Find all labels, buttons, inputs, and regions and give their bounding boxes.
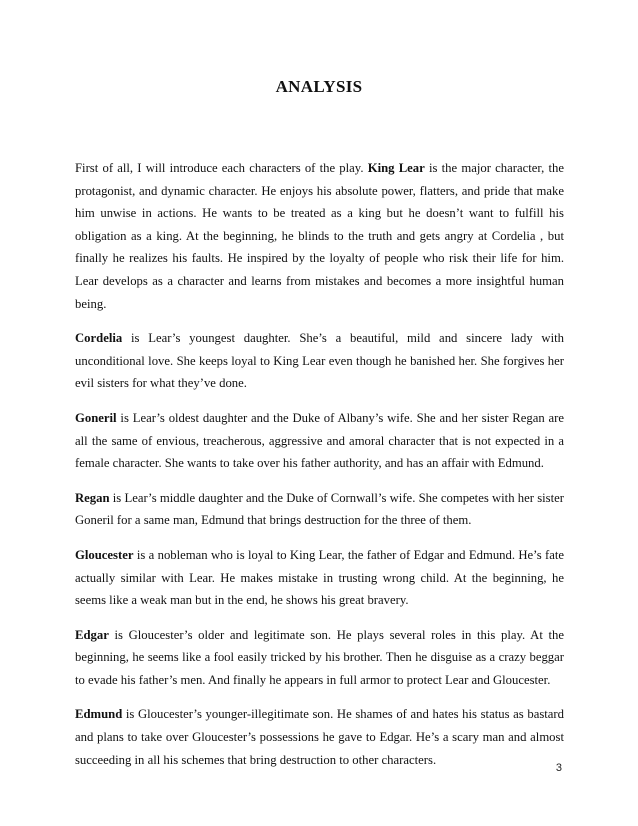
paragraph-text: is Lear’s oldest daughter and the Duke of Albany’s wife. She and her sister Regan are all the same of envious, treacherous, aggressive and amoral character that is not expected in a female character. She wants to take over his father authority, and has an affair with Edmund. bbox=[75, 410, 564, 471]
paragraph-text: is Lear’s youngest daughter. She’s a beautiful, mild and sincere lady with unconditional love. She keeps loyal to King Lear even though he banished her. She forgives her evil sisters for what they’ve done. bbox=[75, 331, 564, 391]
character-name-regan: Regan bbox=[75, 490, 110, 505]
paragraph-goneril bbox=[75, 407, 564, 475]
character-name-edmund: Edmund bbox=[75, 707, 123, 722]
paragraph-text: is Lear’s middle daughter and the Duke of Cornwall’s wife. She competes with her sister Goneril for a same man, Edmund that brings destruction for the three of them. bbox=[75, 490, 564, 528]
paragraph-gloucester bbox=[75, 544, 564, 612]
character-name-king-lear: King Lear bbox=[367, 161, 425, 175]
page-number: 3 bbox=[555, 762, 562, 774]
page-title: ANALYSIS bbox=[275, 77, 363, 96]
paragraph-intro-text: First of all, I will introduce each characters of the play. bbox=[75, 161, 368, 175]
character-name-gloucester: Gloucester bbox=[75, 547, 134, 562]
paragraph-king-lear bbox=[75, 157, 564, 315]
paragraph-edmund bbox=[75, 703, 564, 771]
paragraph-text: is Gloucester’s older and legitimate son. He plays several roles in this play. At the beginning, he seems like a fool easily tricked by his brother. Then he disguise as a crazy beggar to evade his father’s men. And finally he appears in full armor to protect Lear and Gloucester. bbox=[75, 627, 564, 687]
character-name-cordelia: Cordelia bbox=[75, 331, 123, 346]
paragraph-cordelia bbox=[75, 327, 564, 395]
document-body bbox=[75, 157, 564, 783]
paragraph-text: is Gloucester’s younger-illegitimate son. He shames of and hates his status as bastard and plans to take over Gloucester’s possessions he gave to Edgar. He’s a scary man and almost succeeding in all his schemes that bring destruction to other characters. bbox=[75, 707, 564, 767]
paragraph-text: is the major character, the protagonist, and dynamic character. He enjoys his absolute power, flatters, and pride that make him unwise in actions. He wants to be treated as a king but he doesn’t want to fulfill his obligation as a king. At the beginning, he blinds to the truth and gets angry at Cordelia , but finally he realizes his faults. He inspired by the loyalty of people who risk their life for him. Lear develops as a character and learns from mistakes and becomes a more insightful human being. bbox=[75, 161, 564, 311]
character-name-goneril: Goneril bbox=[75, 410, 117, 425]
character-name-edgar: Edgar bbox=[75, 627, 109, 642]
paragraph-text: is a nobleman who is loyal to King Lear, the father of Edgar and Edmund. He’s fate actually similar with Lear. He makes mistake in trusting wrong child. At the beginning, he seems like a weak man but in the end, he shows his great bravery. bbox=[75, 547, 564, 608]
paragraph-regan bbox=[75, 487, 564, 532]
paragraph-edgar bbox=[75, 624, 564, 692]
